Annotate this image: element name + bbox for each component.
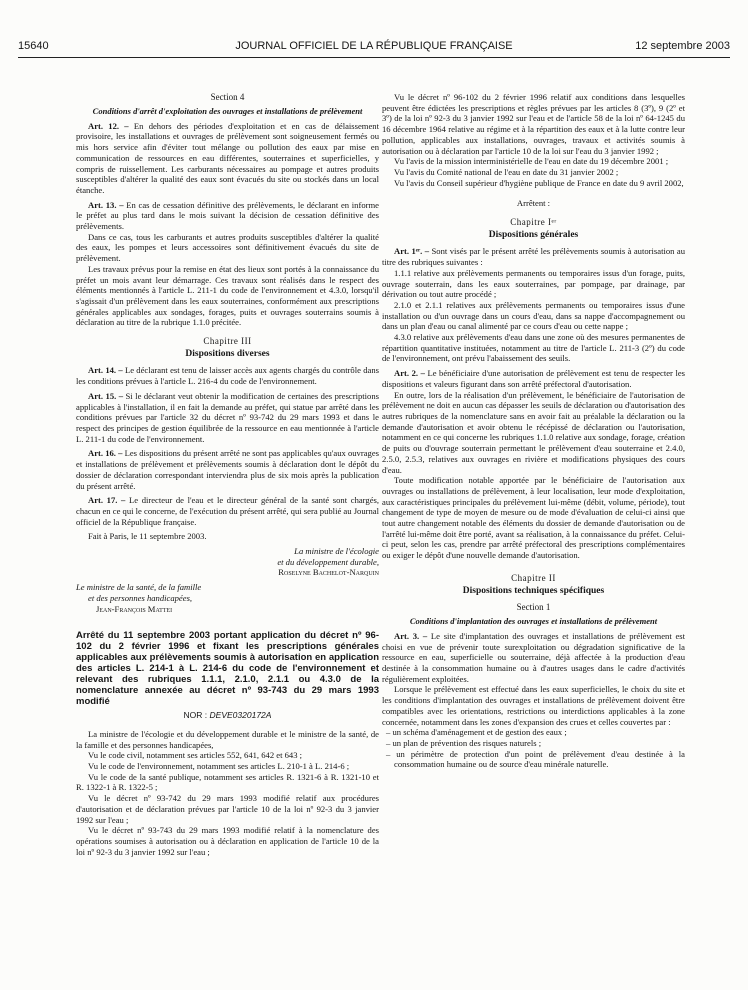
list-item: – un schéma d'aménagement et de gestion des eaux ; — [386, 727, 567, 738]
list-item: – un périmètre de protection d'un point de prélèvement d'eau destinée à la consommation humaine ou de source d'eau minérale naturelle. — [386, 748, 685, 770]
journal-title: JOURNAL OFFICIEL DE LA RÉPUBLIQUE FRANÇAISE — [235, 40, 513, 52]
chapter-heading: Chapitre III — [203, 336, 252, 347]
article-text: Le site d'implantation des ouvrages et installations de prélèvement est choisi en vue de prévenir toute surexploitation ou dégradation significative de la ressource en eau, superficielle ou souterraine, déjà affectée à la production d'eau destinée à la consommation humaine ou à d'autres usages dans le cadre d'activités régulièrement exploitées. — [382, 630, 686, 684]
chapter-heading: Chapitre II — [511, 572, 556, 583]
visa: Vu l'avis du Comité national de l'eau en date du 31 janvier 2002 ; — [394, 166, 619, 177]
page-number: 15640 — [18, 40, 49, 52]
article-text: Les dispositions du présent arrêté ne sont pas applicables qu'aux ouvrages et installations de prélèvement et prélèvements soumis à déclaration dont le dépôt du dossier de déclaration correspondant interviendra plus de six mois après la publication du présent arrêté. — [76, 448, 379, 491]
article-text: En dehors des périodes d'exploitation et en cas de délaissement provisoire, les installations et ouvrages de prélèvement sont soigneusement fermés ou mis hors service afin d'éviter tout mélange ou pollution des eaux par mise en communication de ressources en eau différentes, souterraines et superficielles, y compris de ruissellement. Les carburants nécessaires au pompage et autres produits susceptibles d'altérer la qualité des eaux sont évacués du site ou stockés dans un local étanche. — [76, 120, 379, 195]
visa: Vu le code civil, notamment ses articles 552, 641, 642 et 643 ; — [88, 750, 303, 761]
article-label: Art. 14. – — [88, 365, 123, 376]
visa: Vu l'avis de la mission interministérielle de l'eau en date du 19 décembre 2001 ; — [394, 156, 669, 167]
section-title: Conditions d'implantation des ouvrages et installations de prélèvement — [409, 615, 658, 626]
issue-date: 12 septembre 2003 — [635, 40, 730, 52]
article-12 — [76, 121, 379, 196]
visa: Vu l'avis du Conseil supérieur d'hygiène publique de France en date du 9 avril 2002, — [394, 177, 684, 188]
article-3 — [382, 631, 685, 685]
article-label: Art. 17. – — [88, 495, 126, 506]
decree-title: Arrêté du 11 septembre 2003 portant application du décret nº 96-102 du 2 février 1996 et fixant les prescriptions générales applicables aux prélèvements soumis à autorisation en application des articles L. 214-1 à L. 214-6 du code de l'environnement et relevant des rubriques 1.1.1, 2.1.0, 2.1.1 ou 4.3.0 de la nomenclature annexée au décret nº 93-743 du 29 mars 1993 modifié — [76, 630, 379, 708]
page-header — [18, 40, 730, 56]
chapter-title: Dispositions générales — [488, 229, 579, 240]
article-label: Art. 3. – — [394, 630, 428, 641]
article-label: Art. 16. – — [88, 448, 123, 459]
chapter-title: Dispositions techniques spécifiques — [462, 585, 605, 596]
preamble: La ministre de l'écologie et du développement durable et le ministre de la santé, de la famille et des personnes handicapées, — [76, 728, 379, 750]
article-label: Art. 15. – — [88, 390, 124, 401]
rubrique-item: 2.1.0 et 2.1.1 relatives aux prélèvements permanents ou temporaires issus d'une installation ou d'un ouvrage dans un cours d'eau, dans sa nappe d'accompagnement ou dans un plan d'eau ou canal alimenté par ce cours d'eau ou cette nappe ; — [382, 299, 685, 332]
visa: Vu le code de la santé publique, notamment ses articles R. 1321-6 à R. 1321-10 et R. 1322-1 à R. 1322-5 ; — [76, 771, 379, 793]
signatory-role: Le ministre de la santé, de la famille — [76, 582, 202, 593]
rubrique-item: 4.3.0 relative aux prélèvements d'eau dans une zone où des mesures permanentes de répartition quantitative instituées, notamment au titre de l'article L. 211-3 (2º) du code de l'environnement, ont prévu l'abaissement des seuils. — [382, 332, 685, 364]
article-label: Art. 13. – — [88, 199, 124, 210]
visa: Vu le code de l'environnement, notamment ses articles L. 210-1 à L. 214-6 ; — [88, 761, 350, 772]
article-text: Le bénéficiaire d'une autorisation de prélèvement est tenu de respecter les dispositions et valeurs figurant dans son arrêté préfectoral d'autorisation. — [382, 368, 685, 389]
rubrique-item: 1.1.1 relative aux prélèvements permanents ou temporaires issus d'un forage, puits, ouvrage souterrain, dans les eaux souterraines, par pompage, par drainage, par dérivation ou tout autre procédé ; — [382, 267, 685, 300]
signatory-name: Roselyne Bachelot-Narquin — [278, 567, 379, 578]
article-15 — [76, 391, 379, 445]
article-label: Art. 2. – — [394, 368, 425, 379]
section-heading: Section 4 — [210, 92, 245, 102]
signatory-role: La ministre de l'écologie — [294, 546, 379, 557]
header-rule — [18, 57, 730, 58]
signing-place-date: Fait à Paris, le 11 septembre 2003. — [88, 531, 207, 542]
signatory-name: Jean-François Mattei — [96, 603, 173, 614]
section-title: Conditions d'arrêt d'exploitation des ouvrages et installations de prélèvement — [92, 105, 363, 116]
article-13 — [76, 200, 379, 232]
right-column — [382, 92, 685, 770]
article-text: Si le déclarant veut obtenir la modification de certaines des prescriptions applicables à l'installation, il en fait la demande au préfet, qui statue par arrêté dans les conditions prévues par l'article 32 du décret nº 93-742 du 29 mars 1993 et dans le respect des principes de gestion équilibrée de la ressource en eau mentionnée à l'article L. 211-1 du code de l'environnement. — [76, 390, 379, 444]
nor-label: NOR : — [183, 710, 210, 721]
section-heading: Section 1 — [516, 602, 551, 613]
article-16 — [76, 448, 379, 491]
article-2 — [382, 368, 685, 389]
visa: Vu le décret nº 96-102 du 2 février 1996 relatif aux conditions dans lesquelles peuvent être édictées les prescriptions et règles prévues par les articles 8 (3º), 9 (2º et 3º) de la loi nº 92-3 du 3 janvier 1992 sur l'eau et de l'article 58 de la loi nº 64-1245 du 16 décembre 1964 relative au régime et à la répartition des eaux et à la lutte contre leur pollution, applicables aux installations, ouvrages, travaux et activités soumis à autorisation ou à déclaration par l'article 10 de la loi sur l'eau du 3 janvier 1992 ; — [382, 92, 685, 156]
paragraph: Dans ce cas, tous les carburants et autres produits susceptibles d'altérer la qualité des eaux, les pompes et leurs accessoires sont définitivement évacués du site de prélèvement. — [76, 231, 379, 264]
visa: Vu le décret nº 93-742 du 29 mars 1993 modifié relatif aux procédures d'autorisation et de déclaration prévues par l'article 10 de la loi nº 92-3 du 3 janvier 1992 sur l'eau ; — [76, 793, 379, 825]
signatory-role: et des personnes handicapées, — [88, 592, 193, 603]
article-text: Le directeur de l'eau et le directeur général de la santé sont chargés, chacun en ce qui le concerne, de l'exécution du présent arrêté, qui sera publié au Journal officiel de la République française. — [76, 495, 379, 527]
paragraph: Toute modification notable apportée par le bénéficiaire de l'autorisation aux ouvrages ou installations de prélèvement, à leur localisation, leur mode d'exploitation, aux caractéristiques principales du prélèvement lui-même (débit, volume, période), tout changement de type de moyen de mesure ou de mode d'évaluation de celui-ci ainsi que tout autre changement notable des éléments du dossier de demande d'autorisation ou de l'arrêté lui-même doit être porté, avant sa réalisation, à la connaissance du préfet. Celui-ci peut, selon les cas, prendre par arrêté préfectoral des prescriptions complémentaires ou exiger le dépôt d'une nouvelle demande d'autorisation. — [382, 475, 685, 561]
paragraph: Lorsque le prélèvement est effectué dans les eaux superficielles, le choix du site et les conditions d'implantation des ouvrages et installations de prélèvement doivent être compatibles avec les orientations, restrictions ou interdictions applicables à la zone concernée, notamment dans les zones d'expansion des crues et celles couvertes par : — [382, 684, 685, 727]
signatory-role: et du développement durable, — [277, 556, 379, 567]
chapter-heading: Chapitre Iᵉʳ — [510, 217, 557, 228]
visa: Vu le décret nº 93-743 du 29 mars 1993 modifié relatif à la nomenclature des opérations soumises à autorisation ou à déclaration en application de l'article 10 de la loi nº 92-3 du 3 janvier 1992 sur l'eau ; — [76, 825, 379, 857]
signature-block-ecology — [76, 546, 379, 578]
paragraph: En outre, lors de la réalisation d'un prélèvement, le bénéficiaire de l'autorisation de prélèvement ne doit en aucun cas dépasser les seuils de déclaration ou d'autorisation des autres rubriques de la nomenclature sans en avoir fait au préalable la déclaration ou la demande d'autorisation et avoir obtenu le récépissé de déclaration ou l'autorisation, notamment en ce qui concerne les rubriques 1.1.0 relative aux sondage, forage, création de puits ou d'ouvrage souterrain permettant le prélèvement d'eau souterraine et 2.4.0, 2.5.0, 2.5.3, relatives aux ouvrages en rivière et modifications physiques des cours d'eau. — [382, 389, 685, 475]
article-17 — [76, 495, 379, 527]
article-text: Sont visés par le présent arrêté les prélèvements soumis à autorisation au titre des rubriques suivantes : — [382, 246, 685, 268]
article-text: Le déclarant est tenu de laisser accès aux agents chargés du contrôle dans les conditions prévues à l'article L. 216-4 du code de l'environnement. — [76, 365, 379, 387]
list-item: – un plan de prévention des risques naturels ; — [386, 737, 542, 748]
article-label: Art. 12. – — [88, 120, 129, 131]
chapter-title: Dispositions diverses — [185, 348, 270, 359]
article-text: En cas de cessation définitive des prélèvements, le déclarant en informe le préfet au plus tard dans le mois suivant la décision de cessation définitive des prélèvements. — [76, 199, 379, 232]
arretent-line: Arrêtent : — [516, 198, 551, 209]
nor-value: DEVE0320172A — [209, 710, 272, 721]
article-label: Art. 1ᵉʳ. – — [394, 246, 430, 257]
article-1 — [382, 246, 685, 267]
article-14 — [76, 365, 379, 386]
nor-reference — [76, 710, 379, 721]
signature-block-health — [76, 582, 379, 614]
left-column — [76, 92, 379, 857]
paragraph: Les travaux prévus pour la remise en état des lieux sont portés à la connaissance du préfet un mois avant leur démarrage. Ces travaux sont réalisés dans le respect des éléments mentionnés à l'article L. 211-1 du code de l'environnement et 4.3.0, lorsqu'il s'agissait d'un prélèvement dans les eaux souterraines, conformément aux prescriptions générales applicables aux sondages, forages, puits et ouvrages souterrains soumis à déclaration au titre de la rubrique 1.1.0 précitée. — [76, 263, 379, 328]
